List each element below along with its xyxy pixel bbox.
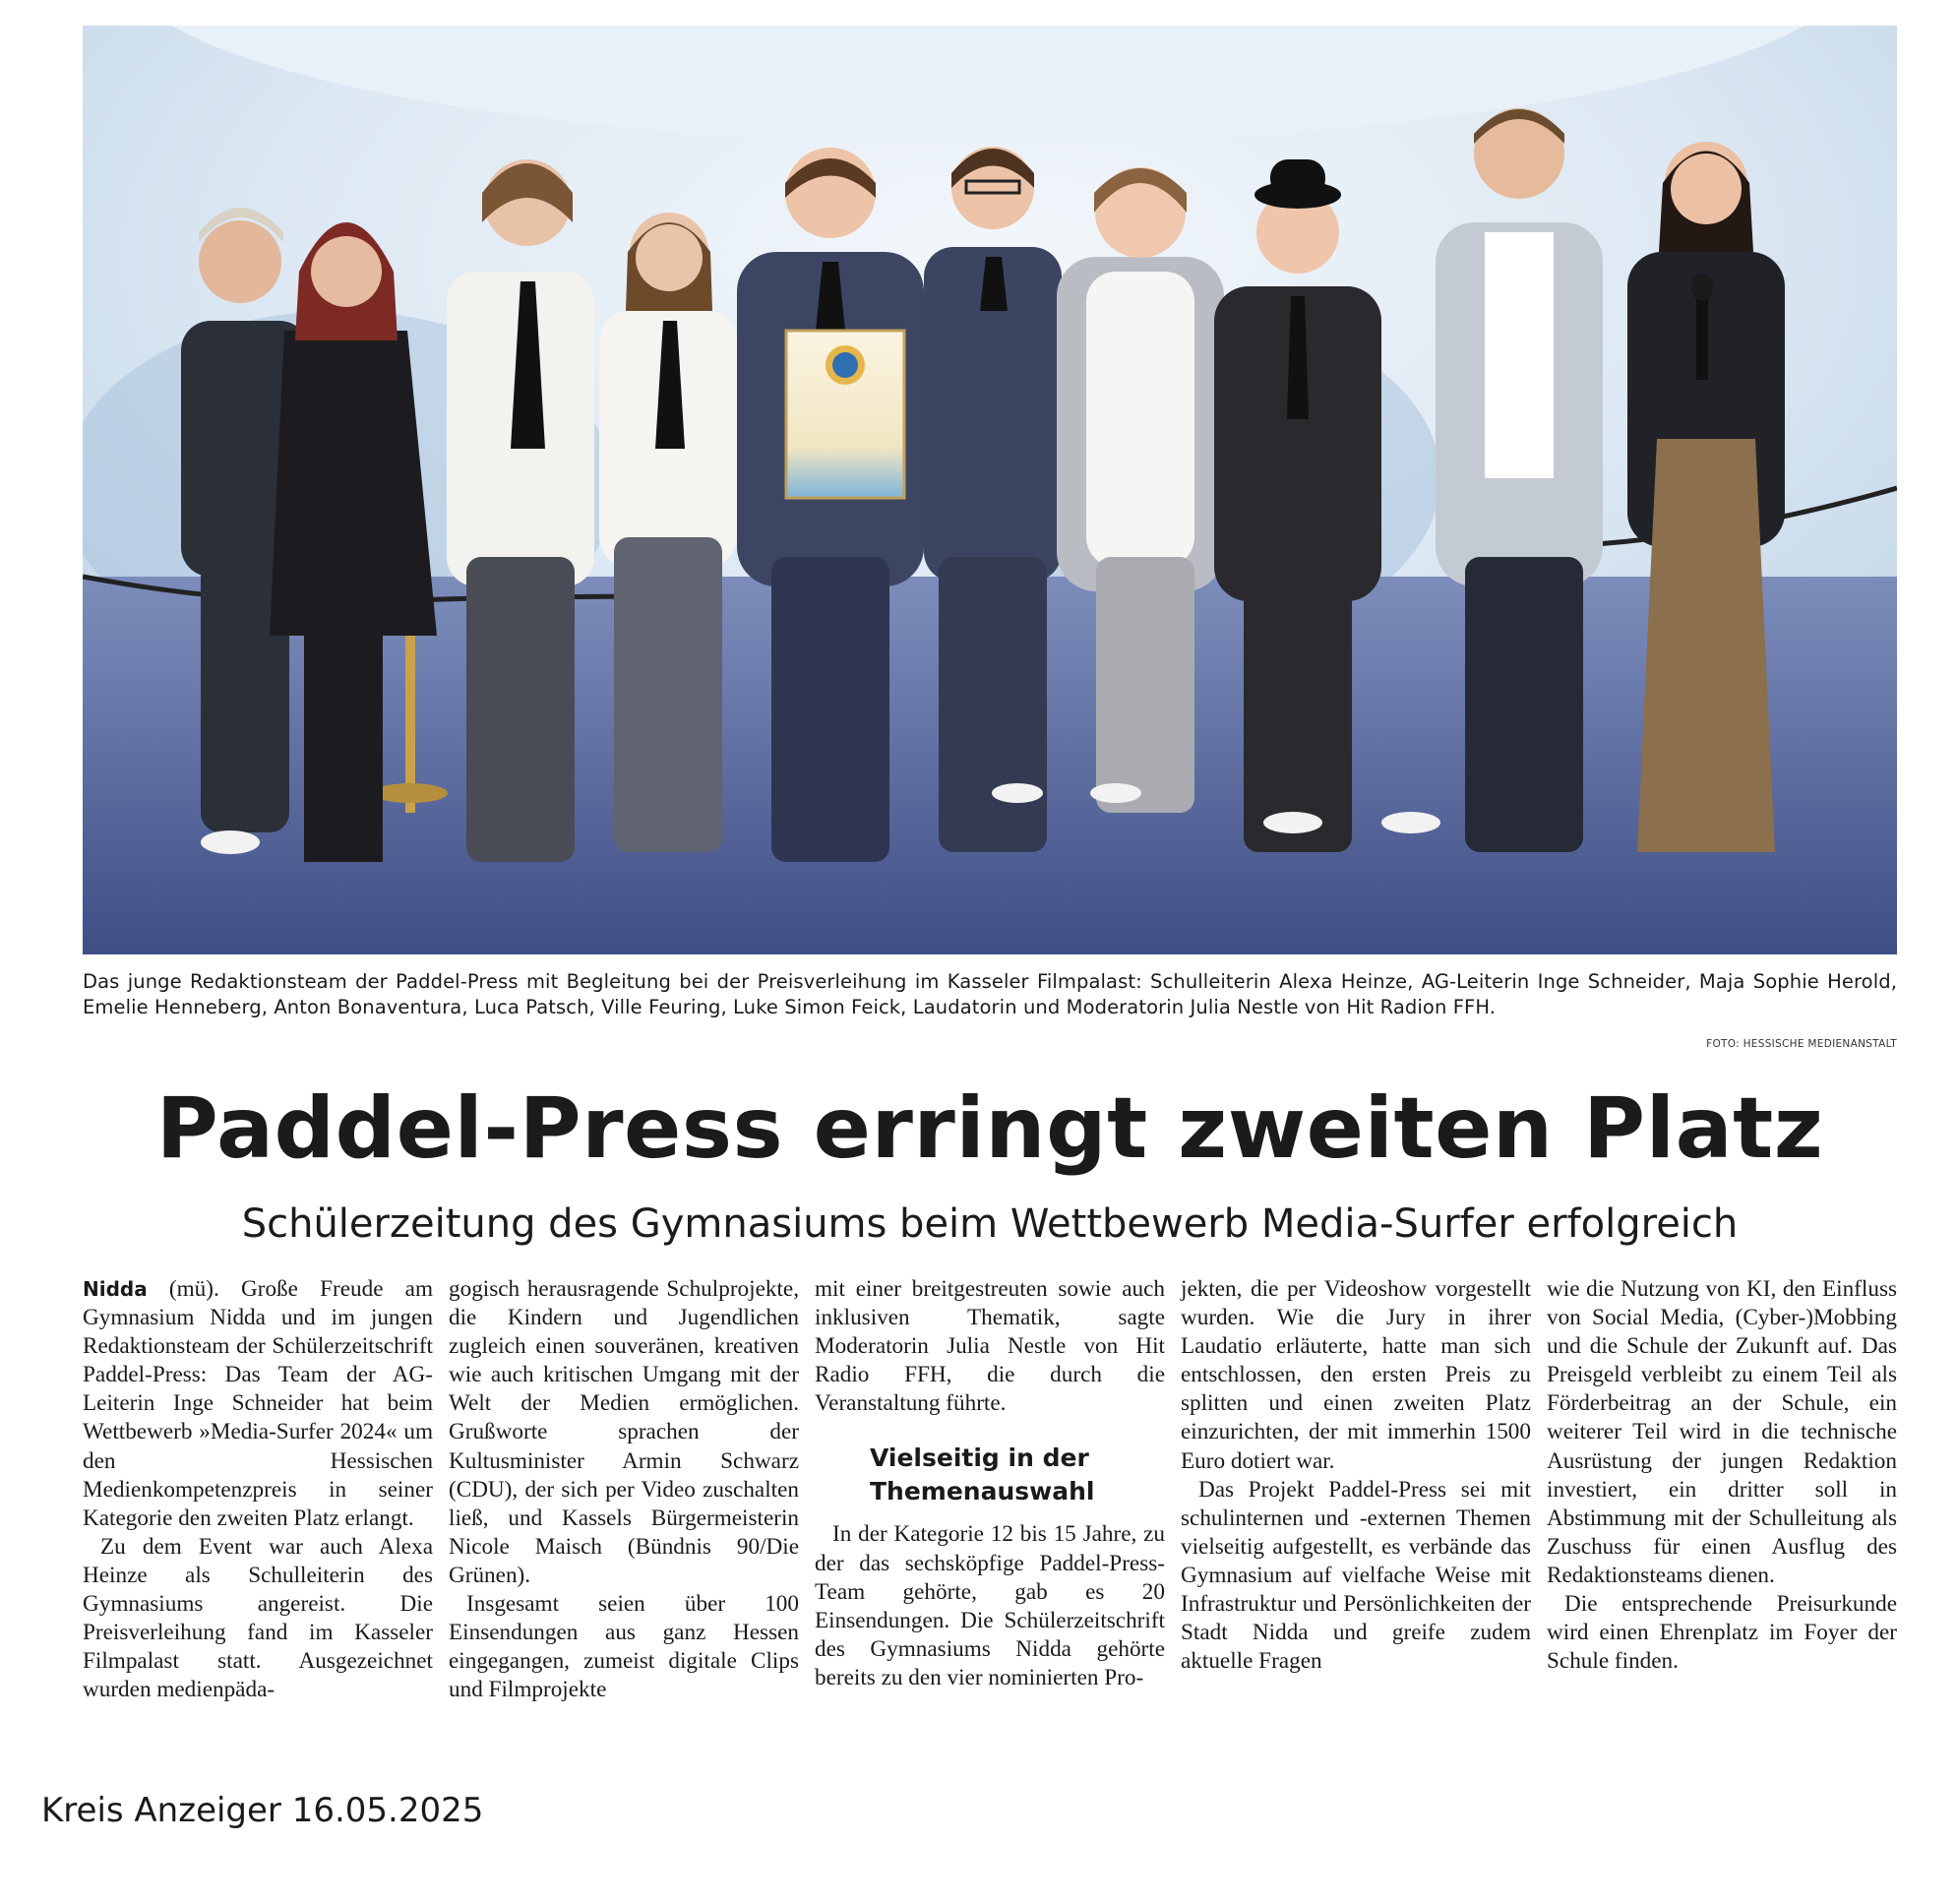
article-paragraph: Das Projekt Paddel-Press sei mit schulinternen und -externen Themen vielseitig aufgestellt, es verbände das Gymnasium auf vielfache Weise mit Infrastruktur und Persönlichkeiten der Stadt Nidda und greife zudem aktuelle Fragen — [1181, 1476, 1531, 1675]
article-paragraph — [83, 1275, 433, 1533]
article-paragraph: mit einer breitgestreuten sowie auch inklusiven Thematik, sagte Moderatorin Julia Nestle von Hit Radio FFH, die durch die Veranstaltung führte. — [815, 1276, 1165, 1417]
article-body — [83, 1275, 1897, 1738]
photo-caption: Das junge Redaktionsteam der Paddel-Press mit Begleitung bei der Preisverleihung im Kasseler Filmpalast: Schulleiterin Alexa Heinze, AG-Leiterin Inge Schneider, Maja Sophie Herold, Emelie Henneberg, Anton Bonaventura, Luca Patsch, Ville Feuring, Luke Simon Feick, Laudatorin und Moderatorin Julia Nestle von Hit Radion FFH. — [83, 970, 1897, 1018]
article-paragraph: wie die Nutzung von KI, den Einfluss von Social Media, (Cyber-)Mobbing und die Schule der Zukunft auf. Das Preisgeld verbleibt zu einem Teil als Förderbeitrag an der Schule, ein weiterer Teil wird in die technische Ausrüstung der jungen Redaktion investiert, ein dritter soll in Abstimmung mit der Schulleitung als Zuschuss für einen Ausflug des Redaktionsteams dienen. — [1547, 1276, 1897, 1588]
article-column-1 — [83, 1275, 433, 1704]
article-column-4 — [1181, 1275, 1531, 1676]
article-column-5 — [1547, 1275, 1897, 1676]
article-paragraph: jekten, die per Videoshow vorgestellt wurden. Wie die Jury in ihrer Laudatio erläuterte, hatte man sich entschlossen, den ersten Preis zu splitten und einen zweiten Platz einzurichten, der mit immerhin 1500 Euro dotiert war. — [1181, 1276, 1531, 1474]
article-paragraph: In der Kategorie 12 bis 15 Jahre, zu der das sechsköpfige Paddel-Press-Team gehörte, gab es 20 Einsendungen. Die Schülerzeitschrift des Gymnasiums Nidda gehörte bereits zu den vier nominierten Pro- — [815, 1521, 1165, 1690]
article-photo — [83, 26, 1897, 954]
article-paragraph: Zu dem Event war auch Alexa Heinze als Schulleiterin des Gymnasiums angereist. Die Preisverleihung fand im Kasseler Filmpalast statt. Ausgezeichnet wurden medienpäda- — [83, 1533, 433, 1703]
article-headline: Paddel-Press erringt zweiten Platz — [155, 1079, 1824, 1178]
group-photo-illustration — [83, 26, 1897, 954]
article-paragraph: Insgesamt seien über 100 Einsendungen aus ganz Hessen eingegangen, zumeist digitale Clips und Filmprojekte — [449, 1591, 799, 1703]
article-paragraph: gogisch herausragende Schulprojekte, die Kindern und Jugendlichen zugleich einen souveränen, kreativen wie auch kritischen Umgang mit der Welt der Medien ermöglichen. Grußworte sprachen der Kultusminister Armin Schwarz (CDU), der sich per Video zuschalten ließ, und Kassels Bürgermeisterin Nicole Maisch (Bündnis 90/Die Grünen). — [449, 1276, 799, 1588]
dateline: Nidda — [83, 1277, 148, 1301]
source-line: Kreis Anzeiger 16.05.2025 — [41, 1791, 484, 1830]
article-subheadline: Schülerzeitung des Gymnasiums beim Wettbewerb Media-Surfer erfolgreich — [241, 1201, 1739, 1247]
article-paragraph: Die entsprechende Preisurkunde wird einen Ehrenplatz im Foyer der Schule finden. — [1547, 1591, 1897, 1675]
article-column-3 — [815, 1275, 1165, 1692]
article-column-2 — [449, 1275, 799, 1704]
photo-credit: FOTO: HESSISCHE MEDIENANSTALT — [1706, 1038, 1897, 1050]
paragraph-text: (mü). Große Freude am Gymnasium Nidda und im jungen Redaktionsteam der Schülerzeitschrift Paddel-Press: Das Team der AG-Leiterin Inge Schneider hat beim Wettbewerb »Media-Surfer 2024« um den Hessischen Medienkompetenzpreis in seiner Kategorie den zweiten Platz erlangt. — [83, 1276, 433, 1531]
article-intertitle: Vielseitig in der Themenauswahl — [870, 1443, 1095, 1506]
